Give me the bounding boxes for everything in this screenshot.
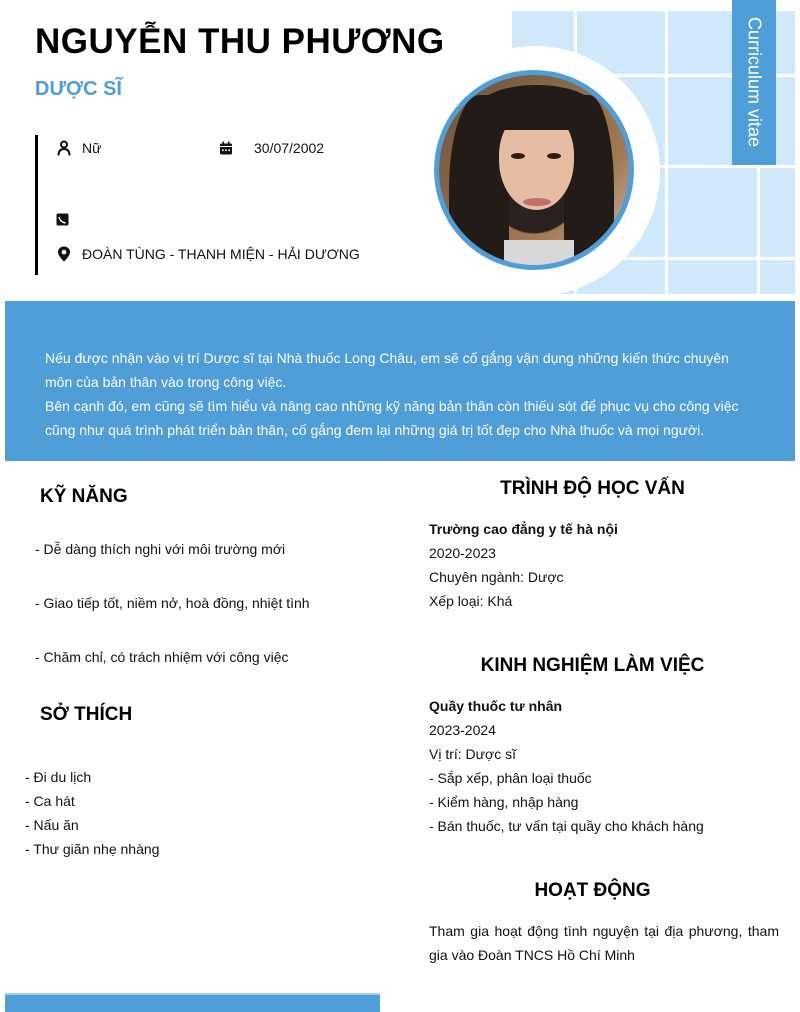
person-icon bbox=[56, 140, 72, 156]
cv-label-tab bbox=[732, 0, 776, 165]
hobby-item: - Đi du lịch bbox=[25, 769, 92, 785]
address-value: ĐOÀN TÙNG - THANH MIỆN - HẢI DƯƠNG bbox=[82, 246, 360, 262]
career-objective bbox=[5, 301, 795, 461]
company-name: Quầy thuốc tư nhân bbox=[429, 698, 563, 714]
skill-item: - Dễ dàng thích nghi với môi trường mới bbox=[35, 541, 286, 557]
dob-value: 30/07/2002 bbox=[254, 140, 325, 156]
contact-address bbox=[56, 246, 360, 262]
education-heading: TRÌNH ĐỘ HỌC VẤN bbox=[500, 478, 685, 499]
hobby-item: - Ca hát bbox=[25, 793, 75, 809]
education-block bbox=[429, 517, 779, 613]
photo-eye bbox=[511, 153, 525, 159]
footer-accent-bar bbox=[5, 993, 380, 1012]
photo-shirt bbox=[504, 240, 574, 270]
profile-photo bbox=[434, 70, 634, 270]
gender-value: Nữ bbox=[82, 140, 102, 156]
contact-phone bbox=[54, 211, 80, 227]
skills-heading: KỸ NĂNG bbox=[40, 486, 128, 507]
experience-period: 2023-2024 bbox=[429, 722, 496, 738]
job-title: DƯỢC SĨ bbox=[35, 78, 122, 100]
hobbies-heading: SỞ THÍCH bbox=[40, 704, 133, 725]
calendar-icon bbox=[218, 140, 234, 156]
school-name: Trường cao đẳng y tế hà nội bbox=[429, 521, 618, 537]
hobby-item: - Nấu ăn bbox=[25, 817, 79, 833]
photo-hair bbox=[479, 85, 594, 130]
skill-item: - Chăm chỉ, có trách nhiệm với công việc bbox=[35, 649, 289, 665]
photo-eye bbox=[547, 153, 561, 159]
experience-block bbox=[429, 694, 779, 838]
experience-task: - Kiểm hàng, nhập hàng bbox=[429, 794, 579, 810]
experience-task: - Sắp xếp, phân loại thuốc bbox=[429, 770, 592, 786]
education-major: Chuyên ngành: Dược bbox=[429, 569, 564, 585]
contact-dob bbox=[218, 140, 324, 156]
skill-item: - Giao tiếp tốt, niềm nở, hoà đồng, nhiệt tình bbox=[35, 595, 310, 611]
location-pin-icon bbox=[56, 246, 72, 262]
grid-line bbox=[665, 11, 668, 294]
education-grade: Xếp loại: Khá bbox=[429, 593, 513, 609]
hobby-item: - Thư giãn nhẹ nhàng bbox=[25, 841, 160, 857]
activities-heading: HOẠT ĐỘNG bbox=[534, 880, 651, 901]
objective-paragraph: Nếu được nhận vào vị trí Dược sĩ tại Nhà thuốc Long Châu, em sẽ cố gắng vận dụng những kiến thức chuyên môn của bản thân vào trong công việc. bbox=[45, 350, 729, 390]
activities-text: Tham gia hoạt động tình nguyện tại địa phương, tham gia vào Đoàn TNCS Hồ Chí Minh bbox=[429, 923, 779, 963]
experience-heading: KINH NGHIỆM LÀM VIỆC bbox=[480, 655, 705, 676]
cv-label: Curriculum vitae bbox=[744, 17, 765, 148]
photo-lips bbox=[523, 198, 551, 206]
experience-position: Vị trí: Dược sĩ bbox=[429, 746, 517, 762]
objective-paragraph: Bên cạnh đó, em cũng sẽ tìm hiểu và nâng cao những kỹ năng bản thân còn thiếu sót để phục vụ cho công việc cũng như quá trình phát triển bản thân, cố gắng đem lại những giá trị tốt đẹp cho Nhà thuốc và mọi người. bbox=[45, 398, 739, 438]
phone-icon bbox=[54, 211, 70, 227]
education-period: 2020-2023 bbox=[429, 545, 496, 561]
contact-gender bbox=[56, 140, 101, 156]
full-name: NGUYỄN THU PHƯƠNG bbox=[35, 22, 445, 61]
contact-accent-bar bbox=[35, 135, 38, 275]
experience-task: - Bán thuốc, tư vấn tại quầy cho khách hàng bbox=[429, 818, 704, 834]
